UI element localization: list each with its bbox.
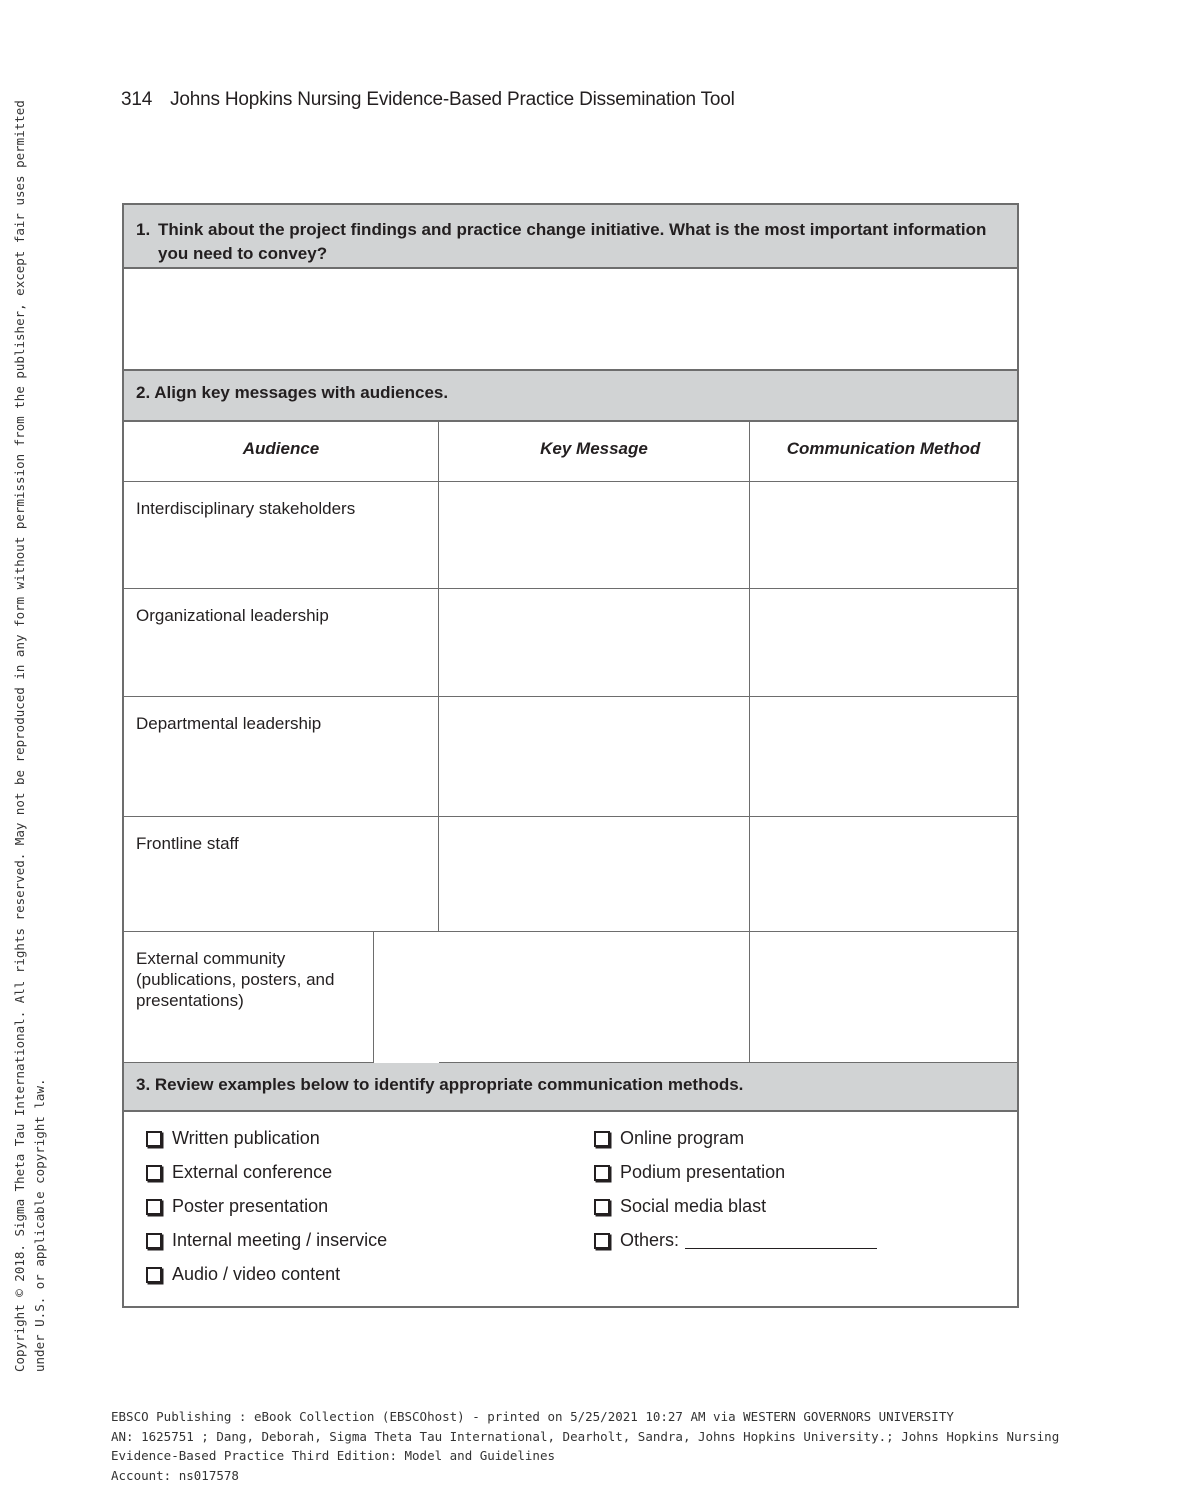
checklist-label: Internal meeting / inservice	[172, 1230, 388, 1250]
copyright-notice	[10, 100, 50, 1372]
running-head	[121, 89, 735, 111]
audience-table	[124, 422, 1017, 1063]
section-1-number: 1.	[136, 220, 151, 239]
footer-line-4: Account: ns017578	[111, 1467, 239, 1483]
checklist-right-column	[594, 1128, 877, 1264]
column-header-audience: Audience	[124, 422, 439, 482]
checkbox-icon[interactable]	[146, 1199, 162, 1215]
checkbox-icon[interactable]	[594, 1199, 610, 1215]
checkbox-icon[interactable]	[146, 1267, 162, 1283]
audience-cell: Frontline staff	[124, 817, 439, 932]
audience-cell: Interdisciplinary stakeholders	[124, 482, 439, 589]
checklist-label: Online program	[620, 1128, 745, 1148]
checkbox-icon[interactable]	[594, 1233, 610, 1249]
footer-line-3: Evidence-Based Practice Third Edition: Model and Guidelines	[111, 1448, 556, 1463]
footer-line-2: AN: 1625751 ; Dang, Deborah, Sigma Theta Tau International, Dearholt, Sandra, Johns Hopkins University.; Johns Hopkins Nursing	[111, 1428, 1060, 1444]
copyright-line-1: Copyright © 2018. Sigma Theta Tau International. All rights reserved. May not be reproduced in any form without permission from the publisher, except fair uses permitted	[12, 100, 27, 1372]
section-2-heading: 2. Align key messages with audiences.	[124, 371, 1017, 422]
copyright-line-2: under U.S. or applicable copyright law.	[32, 1078, 47, 1372]
checklist-label: External conference	[172, 1162, 333, 1182]
column-header-key-message: Key Message	[439, 422, 750, 482]
checkbox-icon[interactable]	[146, 1131, 162, 1147]
key-message-cell[interactable]	[439, 817, 750, 932]
checklist-item[interactable]	[146, 1196, 387, 1230]
checklist-label: Poster presentation	[172, 1196, 329, 1216]
communication-method-cell[interactable]	[750, 589, 1017, 697]
audience-cell: Departmental leadership	[124, 697, 439, 817]
checkbox-icon[interactable]	[146, 1165, 162, 1181]
key-message-cell[interactable]	[439, 482, 750, 589]
checkbox-icon[interactable]	[146, 1233, 162, 1249]
audience-cell: Organizational leadership	[124, 589, 439, 697]
checklist-item[interactable]	[594, 1162, 877, 1196]
checklist-label: Written publication	[172, 1128, 320, 1148]
section-1-heading	[124, 205, 1017, 269]
column-header-communication-method: Communication Method	[750, 422, 1017, 482]
key-message-cell[interactable]	[439, 932, 750, 1063]
section-1-text: Think about the project findings and practice change initiative. What is the most important information you need to convey?	[158, 220, 987, 263]
checklist-label: Others:	[620, 1230, 680, 1250]
others-blank-line[interactable]	[685, 1230, 877, 1249]
section-1-answer-area[interactable]	[124, 269, 1017, 371]
checklist-item[interactable]	[594, 1128, 877, 1162]
communication-method-cell[interactable]	[750, 817, 1017, 932]
checkbox-icon[interactable]	[594, 1131, 610, 1147]
checklist-label: Audio / video content	[172, 1264, 341, 1284]
checklist-item[interactable]	[146, 1264, 387, 1298]
key-message-cell[interactable]	[439, 697, 750, 817]
communication-methods-checklist	[124, 1112, 1017, 1306]
checkbox-icon[interactable]	[594, 1165, 610, 1181]
checklist-label: Podium presentation	[620, 1162, 786, 1182]
page-number: 314	[121, 89, 153, 110]
checklist-item[interactable]	[146, 1162, 387, 1196]
key-message-cell[interactable]	[439, 589, 750, 697]
checklist-label: Social media blast	[620, 1196, 767, 1216]
communication-method-cell[interactable]	[750, 932, 1017, 1063]
footer-line-1: EBSCO Publishing : eBook Collection (EBSCOhost) - printed on 5/25/2021 10:27 AM via WESTERN GOVERNORS UNIVERSITY	[111, 1409, 954, 1424]
checklist-item[interactable]	[594, 1196, 877, 1230]
section-3-heading: 3. Review examples below to identify appropriate communication methods.	[124, 1063, 1017, 1112]
checklist-item[interactable]	[146, 1128, 387, 1162]
checklist-left-column	[146, 1128, 387, 1298]
page-title: Johns Hopkins Nursing Evidence-Based Practice Dissemination Tool	[170, 89, 735, 110]
checklist-item[interactable]	[146, 1230, 387, 1264]
checklist-item[interactable]	[594, 1230, 877, 1264]
ebsco-footer	[111, 1407, 1059, 1485]
dissemination-form	[122, 203, 1019, 1308]
communication-method-cell[interactable]	[750, 697, 1017, 817]
communication-method-cell[interactable]	[750, 482, 1017, 589]
audience-cell: External community (publications, posters, and presentations)	[124, 932, 374, 1063]
